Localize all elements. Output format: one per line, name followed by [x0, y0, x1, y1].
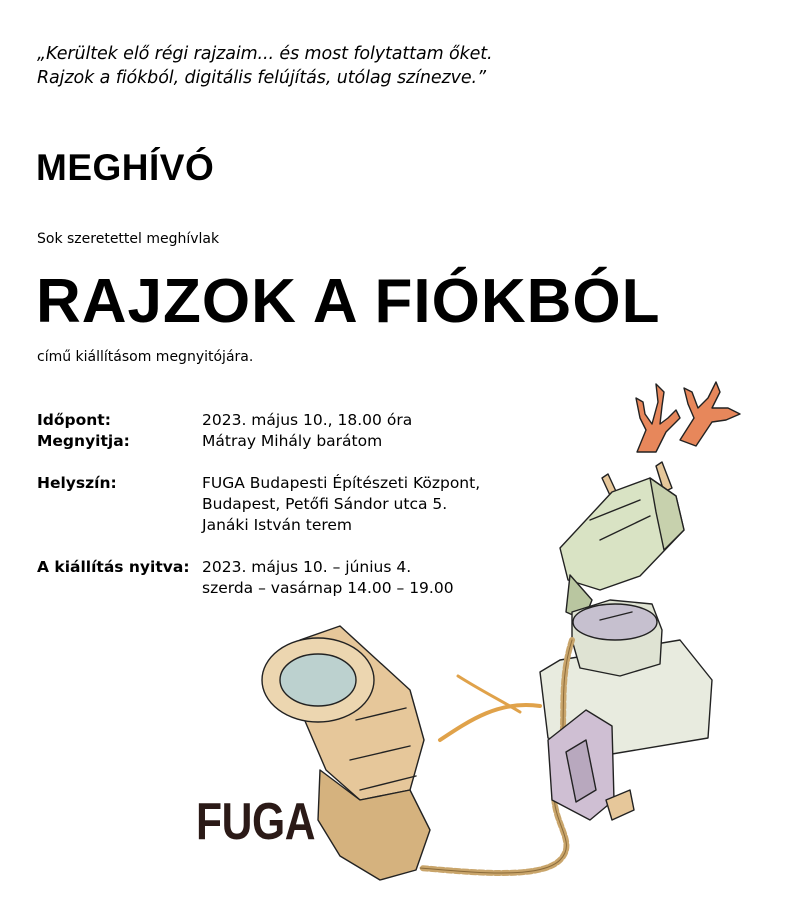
- spark-left-icon: [636, 384, 680, 452]
- opener-value: Mátray Mihály barátom: [202, 432, 383, 450]
- fuga-logo: FUGA: [196, 793, 316, 851]
- opening-times: szerda – vasárnap 14.00 – 19.00: [202, 579, 454, 597]
- invitation-heading: MEGHÍVÓ: [36, 147, 215, 188]
- time-label: Időpont:: [37, 411, 111, 429]
- exhibition-title: RAJZOK A FIÓKBÓL: [36, 267, 661, 336]
- venue-line-3: Janáki István terem: [202, 516, 353, 534]
- intro-quote: [37, 42, 777, 90]
- invitation-intro: Sok szeretettel meghívlak: [37, 231, 220, 247]
- time-value: 2023. május 10., 18.00 óra: [202, 411, 413, 429]
- venue-line-1: FUGA Budapesti Építészeti Központ,: [202, 474, 481, 492]
- venue-label: Helyszín:: [37, 474, 117, 492]
- plug-illustration: [250, 370, 798, 901]
- opening-hours-label: A kiállítás nyitva:: [37, 558, 190, 576]
- exhibition-subtitle: című kiállításom megnyitójára.: [37, 349, 254, 365]
- plug-icon: [560, 478, 684, 620]
- quote-line-1: „Kerültek elő régi rajzaim... és most folytattam őket.: [37, 44, 493, 64]
- opener-label: Megnyitja:: [37, 432, 130, 450]
- spark-right-icon: [680, 382, 740, 446]
- venue-line-2: Budapest, Petőfi Sándor utca 5.: [202, 495, 448, 513]
- quote-line-2: Rajzok a fiókból, digitális felújítás, utólag színezve.”: [37, 68, 486, 88]
- opening-dates: 2023. május 10. – június 4.: [202, 558, 412, 576]
